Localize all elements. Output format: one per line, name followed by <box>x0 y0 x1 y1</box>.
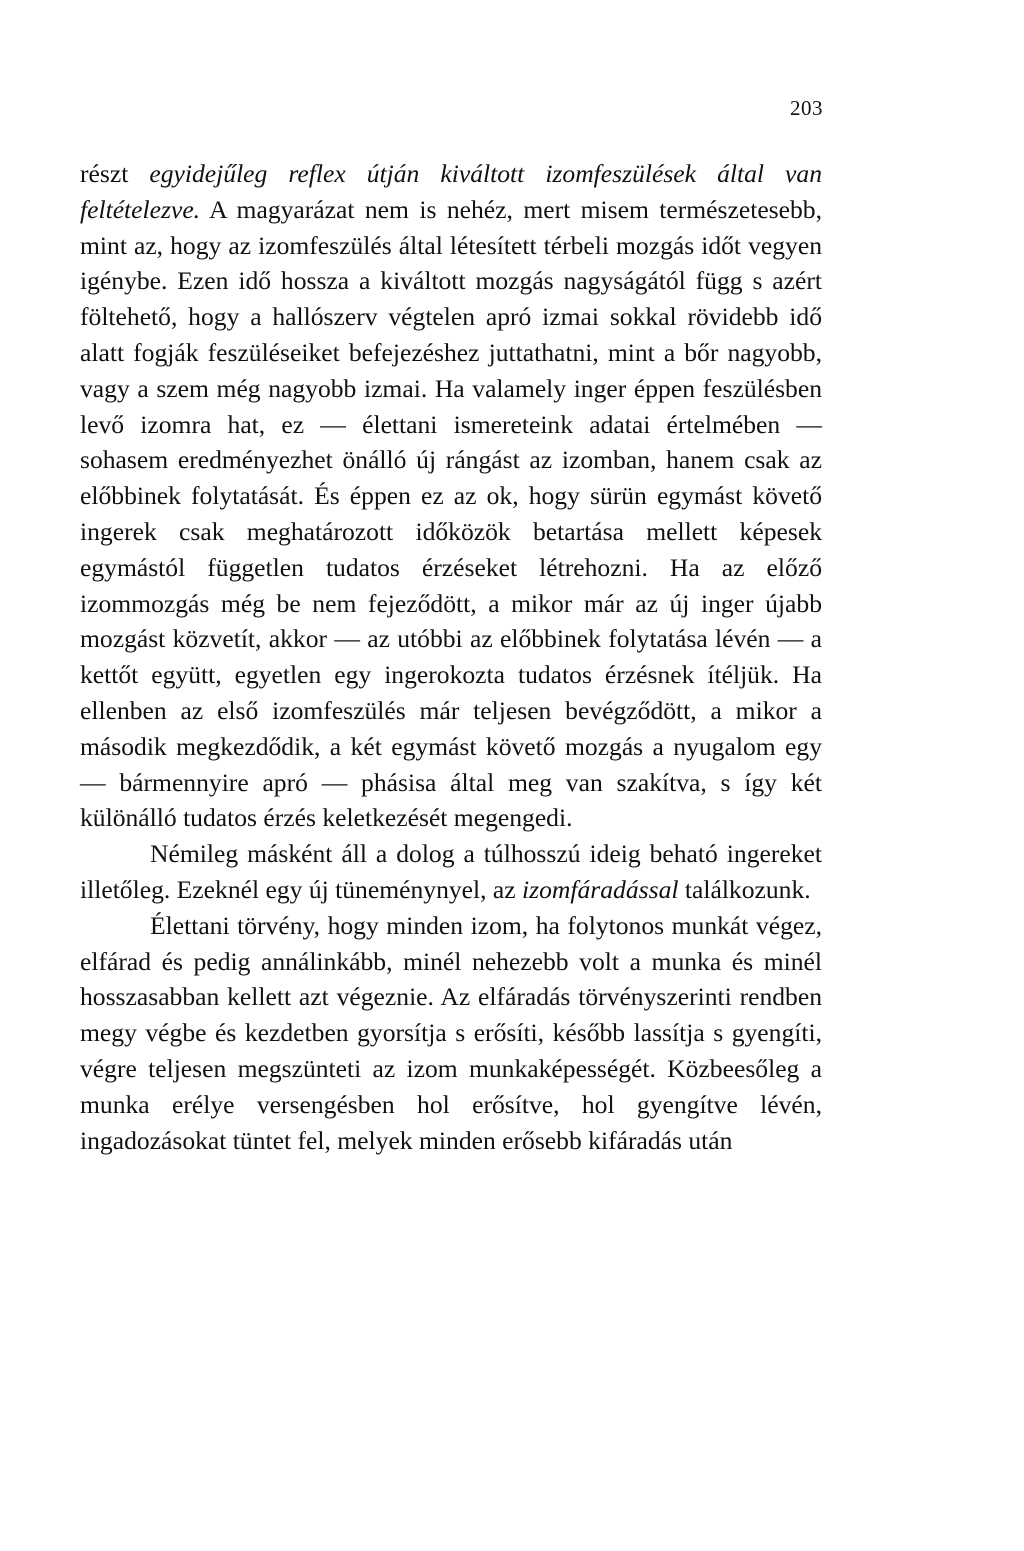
text-run: A magyarázat nem is nehéz, mert misem természetesebb, mint az, hogy az izomfeszülés által létesített térbeli mozgás időt vegyen igénybe. Ezen idő hossza a kiváltott mozgás nagyságától függ s azért föltehető, hogy a hallószerv végtelen apró izmai sokkal rövidebb idő alatt fogják feszüléseiket befejezéshez juttathatni, mint a bőr nagyobb, vagy a szem még nagyobb izmai. Ha valamely inger éppen feszülésben levő izomra hat, ez — élettani ismereteink adatai értelmében — sohasem eredményezhet önálló új rángást az izomban, hanem csak az előbbinek folytatását. És éppen ez az ok, hogy sürün egymást követő ingerek csak meghatározott időközök betartása mellett képesek egymástól független tudatos érzéseket létrehozni. Ha az előző izommozgás még be nem fejeződött, a mikor már az új inger újabb mozgást közvetít, akkor — az utóbbi az előbbinek folytatása lévén — a kettőt együtt, egyetlen egy ingerokozta tudatos érzésnek ítéljük. Ha ellenben az első izomfeszülés már teljesen bevégződött, a mikor a második megkezdődik, a két egymást követő mozgás a nyugalom egy — bármennyire apró — phásisa által meg van szakítva, s így két különálló tudatos érzés keletkezését megengedi. <box>80 194 822 833</box>
paragraph-2 <box>80 836 822 908</box>
italic-text-run: izomfáradással <box>522 874 679 904</box>
italic-text-run: egyidejűleg reflex útján kiváltott izomfeszülések által van feltételezve. <box>80 159 822 224</box>
page-number: 203 <box>790 96 823 120</box>
paragraph-3 <box>80 908 822 1159</box>
text-run: Élettani törvény, hogy minden izom, ha folytonos munkát végez, elfárad és pedig annálinkább, minél nehezebb volt a munka és minél hosszasabban kellett azt végeznie. Az elfáradás törvényszerinti rendben megy végbe és kezdetben gyorsítja s erősíti, később lassítja s gyengíti, végre teljesen megszünteti az izom munkaképességét. Közbeesőleg a munka erélye versengésben hol erősítve, hol gyengítve lévén, ingadozásokat tüntet fel, melyek minden erősebb kifáradás után <box>80 910 822 1155</box>
text-run: találkozunk. <box>678 874 811 904</box>
text-run: részt <box>80 159 150 188</box>
paragraph-1 <box>80 156 822 836</box>
body-text <box>80 156 822 1158</box>
text-run: Némileg másként áll a dolog a túlhosszú ideig beható ingereket illetőleg. Ezeknél egy új tüneménynyel, az <box>80 839 822 904</box>
